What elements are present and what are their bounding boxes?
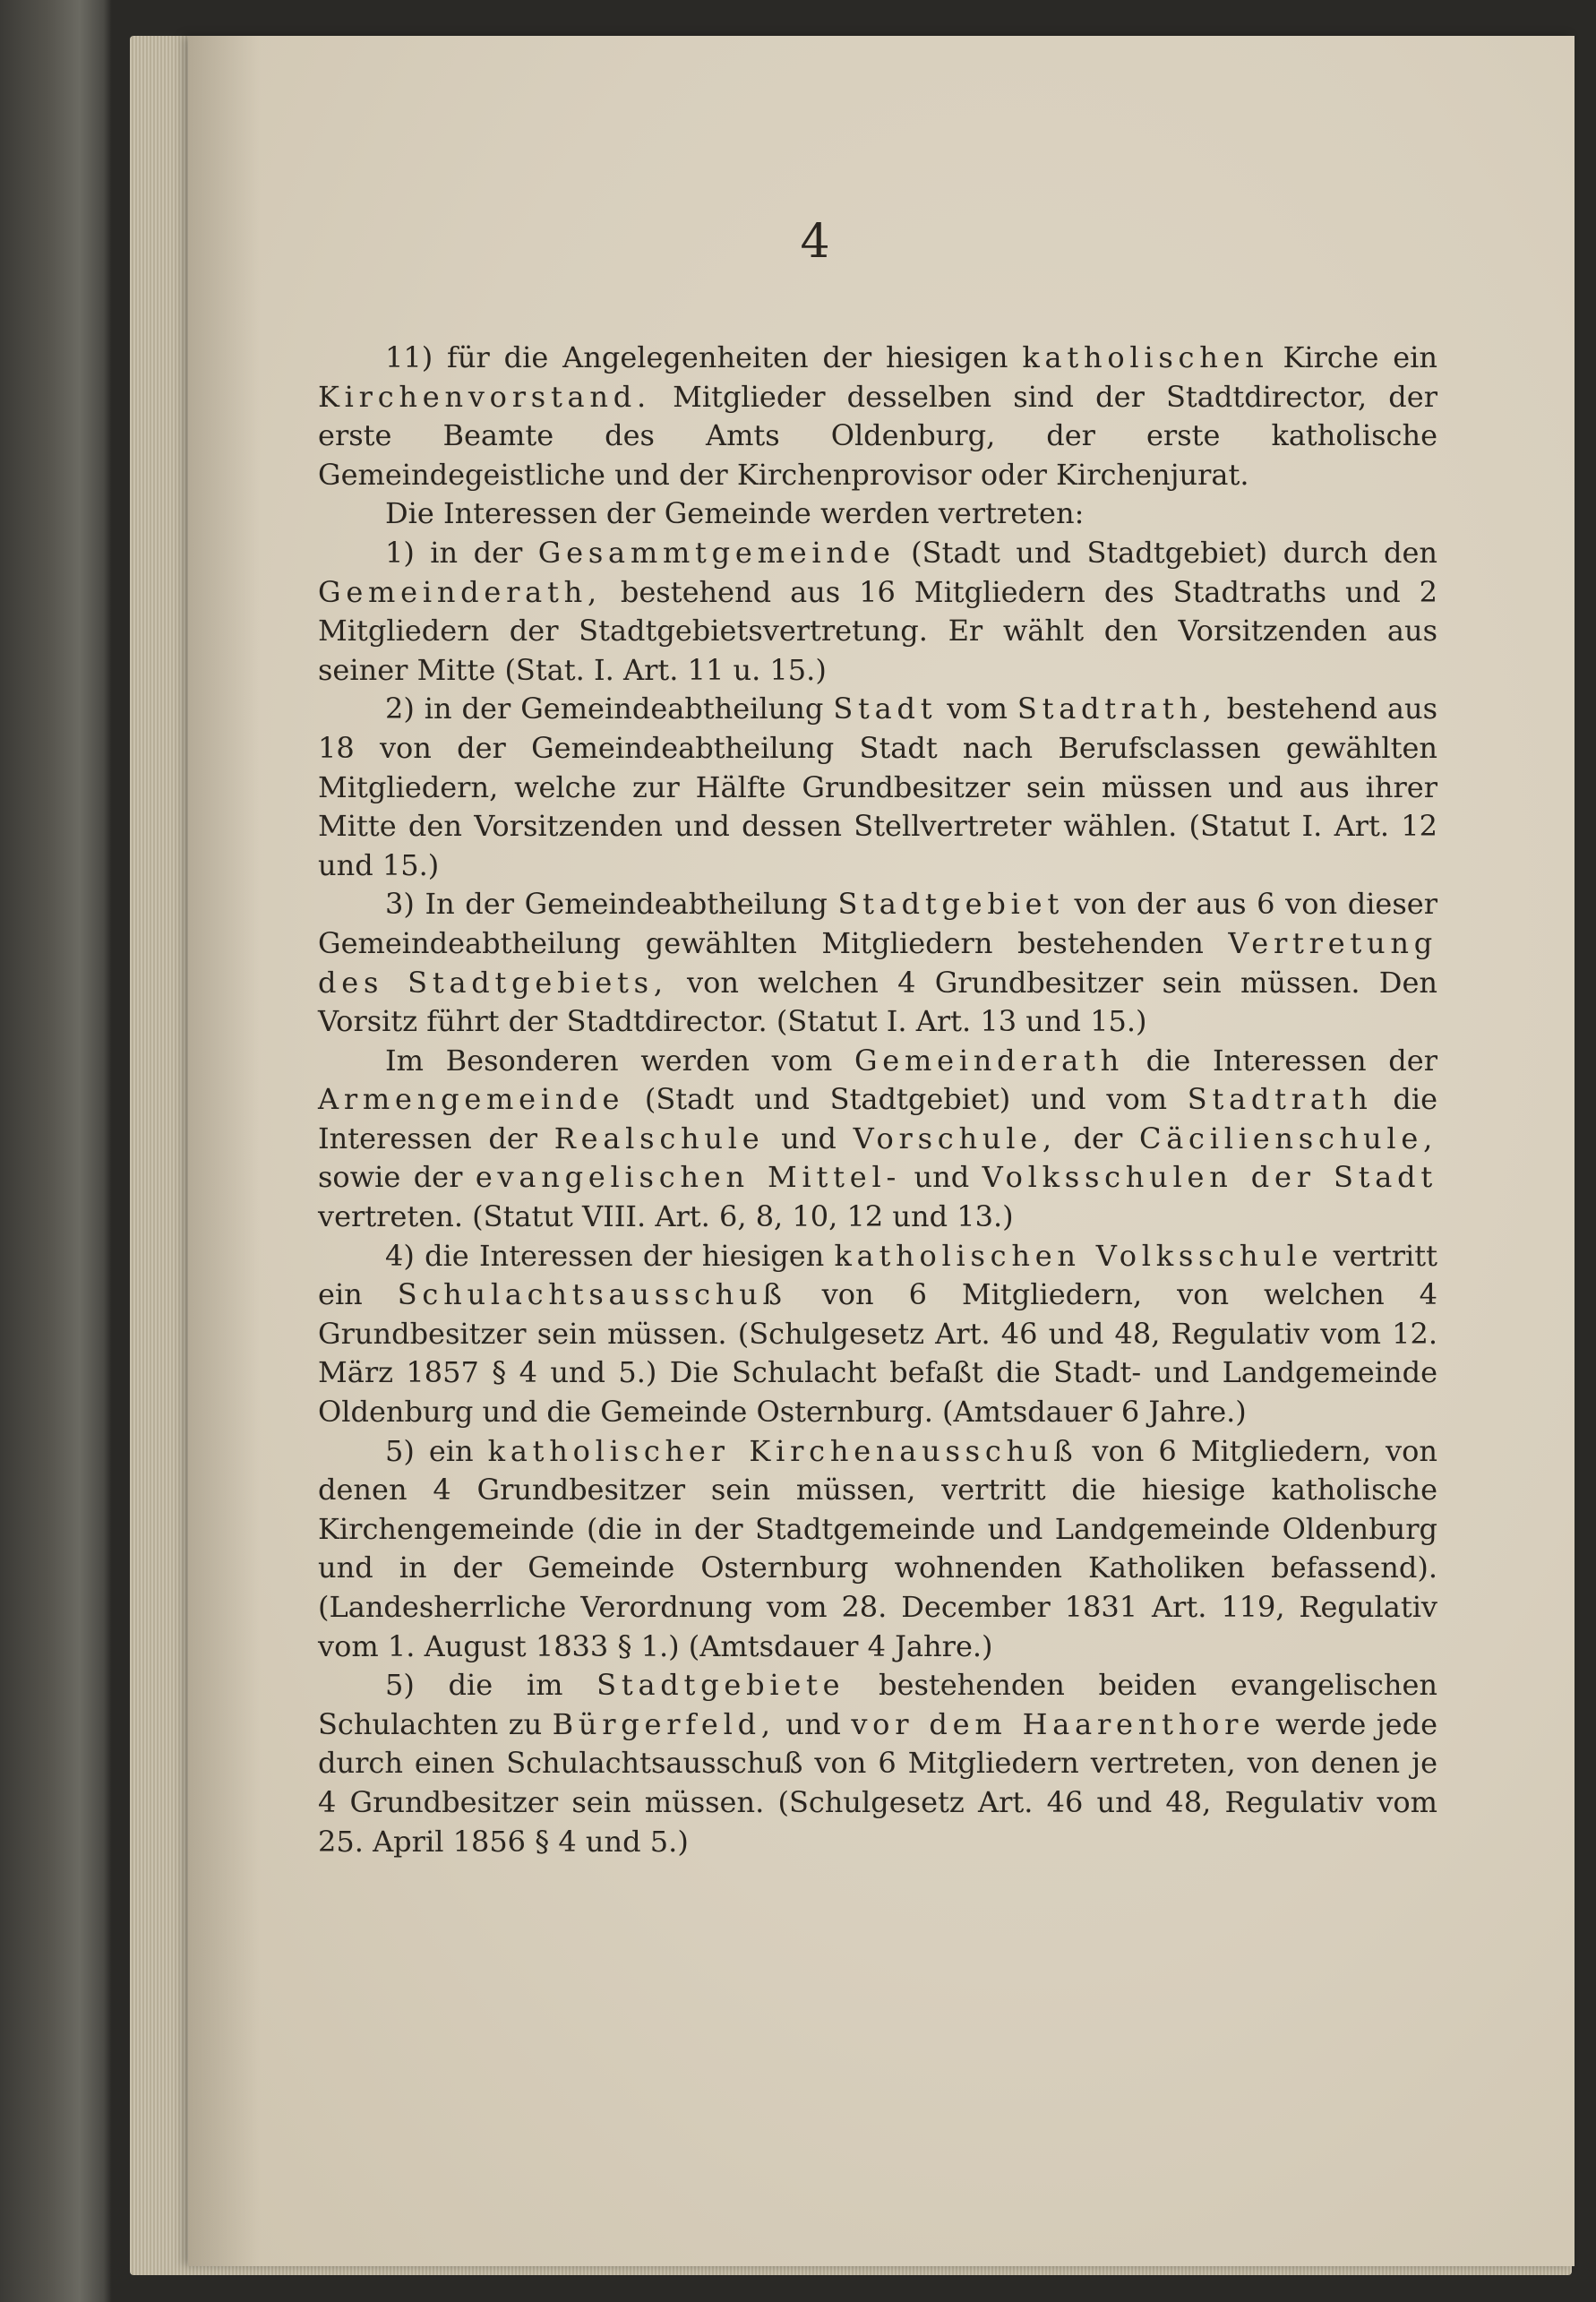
spaced-emphasis: Gemeinderath, [318,574,602,609]
page-number: 4 [800,215,830,269]
text-run: (Stadt und Stadtgebiet) durch den [895,535,1438,570]
text-run: von welchen 4 Grundbesitzer sein müssen. Den Vorsitz führt der Stadtdirector. (Statut I. Art. 13 und 15.) [318,965,1438,1039]
text-run: 2) in der Gemeindeabtheilung [385,691,834,726]
spaced-emphasis: evangelischen Mittel- [475,1160,902,1195]
text-run: von der aus 6 von dieser Gemeindeabtheilung gewählten Mitgliedern bestehenden [318,887,1438,960]
spaced-emphasis: Kirchenvorstand. [318,379,651,414]
text-run: 5) die im [385,1668,597,1703]
text-run: 1) in der [385,535,538,570]
text-run: 11) für die Angelegenheiten der hiesigen [385,340,1023,374]
text-run: 3) In der Gemeindeabtheilung [385,887,838,922]
spaced-emphasis: Volksschulen der Stadt [982,1160,1438,1195]
spaced-emphasis: Stadtgebiet [837,887,1064,922]
text-run: (Stadt und Stadtgebiet) und vom [624,1082,1188,1117]
spaced-emphasis: Realschule [553,1121,765,1155]
text-run: die Interessen der [318,1082,1438,1155]
spaced-emphasis: katholischen Volksschule [834,1238,1324,1273]
spaced-emphasis: Vorschule, [853,1121,1057,1155]
text-run: von 6 Mitgliedern, von welchen 4 Grundbesitzer sein müssen. (Schulgesetz Art. 46 und 48, Regulativ vom 12. März 1857 § 4 und 5.) Die Schulacht befaßt die Stadt- und Landgemeinde Oldenburg und die Gemeinde Osternburg. (Amtsdauer 6 Jahre.) [318,1277,1437,1430]
spaced-emphasis: Stadtrath [1187,1082,1373,1117]
text-run: vom [937,691,1017,726]
text-run: sowie der [318,1160,476,1195]
body-text [318,339,1437,1861]
text-run: die Interessen der [1123,1043,1437,1078]
spaced-emphasis: katholischen [1022,340,1269,374]
paragraph-intro [318,494,1437,534]
text-run: 4) die Interessen der hiesigen [385,1238,835,1273]
spaced-emphasis: Cäcilienschule, [1138,1121,1438,1155]
text-run: 5) ein [385,1433,488,1468]
text-run: bestehend aus 16 Mitgliedern des Stadtraths und 2 Mitgliedern der Stadtgebietsvertretung. Er wählt den Vorsitzenden aus seiner Mitte (Stat. I. Art. 11 u. 15.) [318,574,1437,687]
spaced-emphasis: katholischer Kirchenausschuß [487,1433,1078,1468]
spaced-emphasis: Stadtgebiete [596,1668,845,1703]
paragraph-p5b [318,1666,1437,1861]
text-run: bestehenden beiden evangelischen Schulachten zu [318,1668,1438,1741]
spine-shadow [188,36,260,2266]
text-run: bestehend aus 18 von der Gemeindeabtheilung Stadt nach Berufsclassen gewählten Mitgliedern, welche zur Hälfte Grundbesitzer sein müssen und aus ihrer Mitte den Vorsitzenden und dessen Stellvertreter wählen. (Statut I. Art. 12 und 15.) [318,691,1438,882]
paragraph-p4 [318,1237,1437,1432]
paragraph-p3 [318,885,1437,1041]
spaced-emphasis: Gesammtgemeinde [537,535,896,570]
text-run: und [764,1121,854,1155]
spaced-emphasis: Vertretung des Stadtgebiets, [318,925,1437,1000]
spaced-emphasis: Stadt [833,691,938,726]
spaced-emphasis: Bürgerfeld, [552,1706,776,1741]
spaced-emphasis: Armengemeinde [318,1082,625,1117]
spaced-emphasis: Gemeinderath [854,1043,1124,1078]
text-run: von 6 Mitgliedern, von denen 4 Grundbesitzer sein müssen, vertritt die hiesige katholische Kirchengemeinde (die in der Stadtgemeinde und Landgemeinde Oldenburg und in der Gemeinde Osternburg wohnenden Katholiken befassend). (Landesherrliche Verordnung vom 28. December 1831 Art. 119, Regulativ vom 1. August 1833 § 1.) (Amtsdauer 4 Jahre.) [318,1433,1438,1663]
text-run: der [1056,1121,1139,1155]
text-run: Die Interessen der Gemeinde werden vertreten: [385,496,1085,531]
spaced-emphasis: Schulachtsausschuß [397,1277,787,1312]
paragraph-p11 [318,339,1437,494]
text-run: und [901,1160,982,1195]
spaced-emphasis: vor dem Haarenthore [851,1706,1266,1741]
paragraph-p2 [318,690,1437,885]
paragraph-p5a [318,1432,1437,1667]
paragraph-pb [318,1042,1437,1237]
text-run: Mitglieder desselben sind der Stadtdirector, der erste Beamte des Amts Oldenburg, der erste katholische Gemeindegeistliche und der Kirchenprovisor oder Kirchenjurat. [318,379,1437,492]
paragraph-p1 [318,534,1437,690]
spaced-emphasis: Stadtrath, [1017,691,1217,726]
text-run: und [775,1706,852,1741]
text-run: werde jede durch einen Schulachtsausschuß von 6 Mitgliedern vertreten, von denen je 4 Grundbesitzer sein müssen. (Schulgesetz Art. 46 und 48, Regulativ vom 25. April 1856 § 4 und 5.) [318,1706,1438,1859]
text-run: Kirche ein [1268,340,1437,374]
text-run: vertritt ein [318,1238,1438,1312]
text-run: Im Besonderen werden vom [385,1043,854,1078]
text-run: vertreten. (Statut VIII. Art. 6, 8, 10, 12 und 13.) [318,1199,1014,1234]
